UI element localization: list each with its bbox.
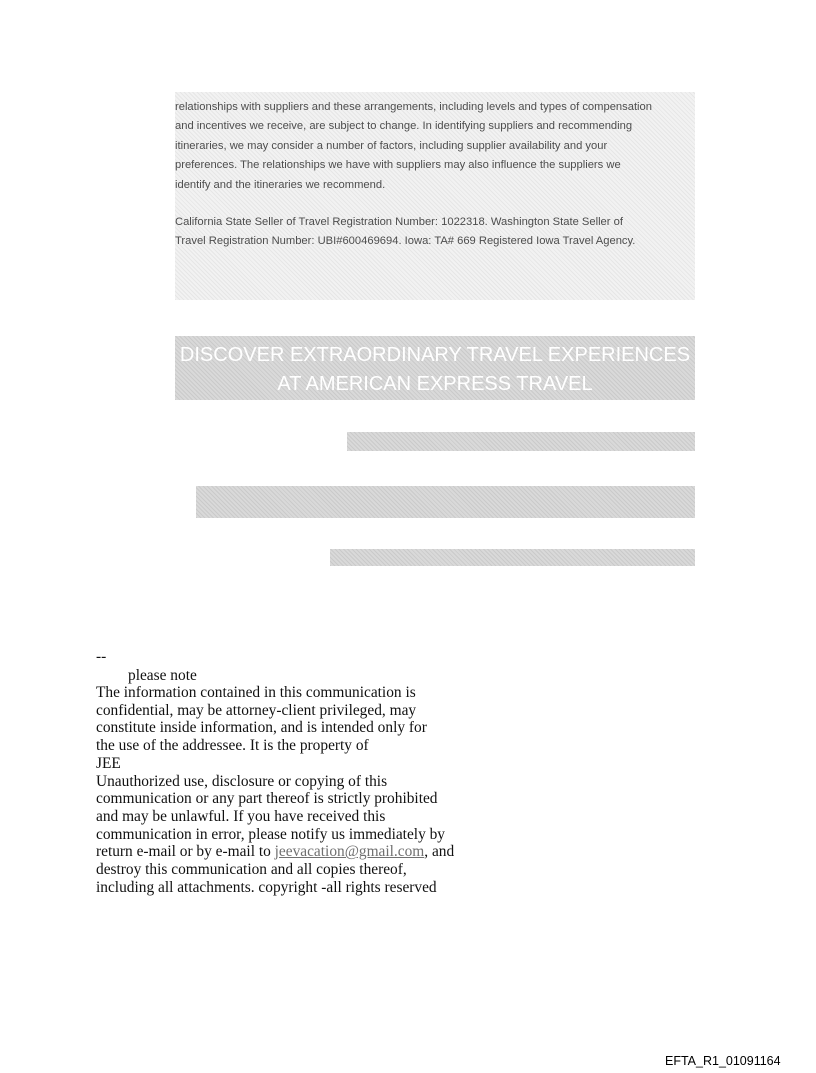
banner-heading-line-1: DISCOVER EXTRAORDINARY TRAVEL EXPERIENCES — [179, 344, 691, 366]
unsubscribe-link-bar[interactable] — [330, 549, 695, 566]
registration-line: Travel Registration Number: UBI#600469694. Iowa: TA# 669 Registered Iowa Travel Agency. — [175, 235, 636, 248]
return-email-prefix: return e-mail or by e-mail to — [96, 843, 275, 861]
notice-line: JEE — [96, 754, 121, 772]
notice-line: destroy this communication and all copies thereof, — [96, 861, 407, 879]
seller-registration-paragraph — [175, 213, 695, 252]
registration-line: California State Seller of Travel Registration Number: 1022318. Washington State Seller of — [175, 216, 623, 228]
return-email-suffix: , and — [424, 843, 455, 861]
discover-banner — [175, 336, 695, 400]
terms-text-block — [196, 486, 695, 518]
disclosure-line: relationships with suppliers and these arrangements, including levels and types of compensation — [175, 101, 652, 113]
notice-line: constitute inside information, and is intended only for — [96, 719, 427, 737]
contact-link-bar[interactable] — [347, 432, 695, 451]
notice-line: and may be unlawful. If you have received this — [96, 807, 386, 825]
notice-line: including all attachments. copyright -all rights reserved — [96, 878, 437, 896]
banner-heading-line-2: AT AMERICAN EXPRESS TRAVEL — [277, 373, 593, 395]
email-disclosure-section — [175, 92, 695, 300]
email-link[interactable]: jeevacation@gmail.com — [274, 843, 425, 861]
disclosure-line: identify and the itineraries we recommend. — [175, 178, 386, 191]
notice-line: communication in error, please notify us immediately by — [96, 825, 446, 843]
notice-line: the use of the addressee. It is the property of — [96, 737, 369, 755]
signature-separator: -- — [96, 648, 107, 665]
supplier-disclosure-paragraph — [175, 98, 695, 195]
please-note-heading: please note — [128, 667, 197, 684]
notice-line: communication or any part thereof is strictly prohibited — [96, 790, 438, 808]
notice-line: The information contained in this communication is — [96, 684, 416, 701]
confidentiality-notice — [96, 684, 496, 896]
disclosure-line: preferences. The relationships we have with suppliers may also influence the suppliers we — [175, 159, 621, 172]
document-id: EFTA_R1_01091164 — [665, 1054, 781, 1068]
notice-line-with-email — [96, 843, 496, 861]
notice-line: confidential, may be attorney-client privileged, may — [96, 701, 417, 719]
notice-line: Unauthorized use, disclosure or copying of this — [96, 772, 388, 790]
disclosure-line: and incentives we receive, are subject to change. In identifying suppliers and recommending — [175, 120, 633, 133]
disclosure-line: itineraries, we may consider a number of factors, including supplier availability and your — [175, 139, 608, 152]
